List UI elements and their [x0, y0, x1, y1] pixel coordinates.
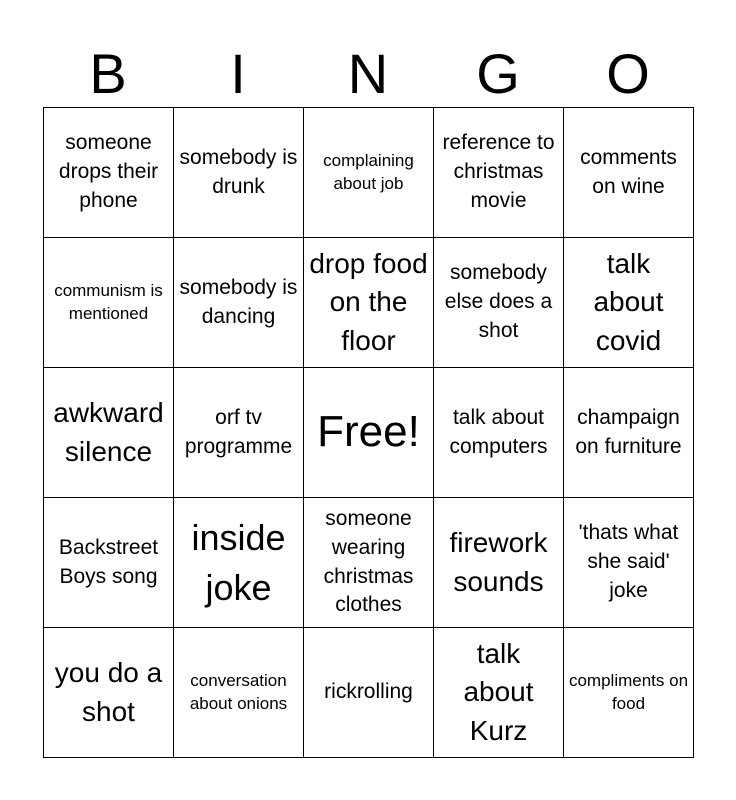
bingo-cell[interactable]: talk about computers [434, 368, 564, 498]
bingo-card-grid [43, 107, 694, 758]
bingo-cell[interactable]: complaining about job [304, 108, 434, 238]
header-letter-g: G [476, 42, 520, 105]
bingo-cell[interactable]: 'thats what she said' joke [564, 498, 694, 628]
bingo-cell[interactable]: somebody is drunk [174, 108, 304, 238]
bingo-row [44, 108, 694, 238]
bingo-cell[interactable]: talk about covid [564, 238, 694, 368]
bingo-row [44, 498, 694, 628]
bingo-header [43, 40, 693, 108]
bingo-cell[interactable]: comments on wine [564, 108, 694, 238]
bingo-cell[interactable]: conversation about onions [174, 628, 304, 758]
bingo-cell[interactable]: Backstreet Boys song [44, 498, 174, 628]
bingo-row [44, 368, 694, 498]
bingo-row [44, 628, 694, 758]
bingo-cell[interactable]: champaign on furniture [564, 368, 694, 498]
bingo-cell[interactable]: awkward silence [44, 368, 174, 498]
bingo-cell[interactable]: reference to christmas movie [434, 108, 564, 238]
free-space-cell[interactable]: Free! [304, 368, 434, 498]
bingo-cell[interactable]: rickrolling [304, 628, 434, 758]
bingo-cell[interactable]: compliments on food [564, 628, 694, 758]
bingo-cell[interactable]: inside joke [174, 498, 304, 628]
bingo-cell[interactable]: you do a shot [44, 628, 174, 758]
bingo-cell[interactable]: someone wearing christmas clothes [304, 498, 434, 628]
bingo-cell[interactable]: somebody else does a shot [434, 238, 564, 368]
bingo-cell[interactable]: communism is mentioned [44, 238, 174, 368]
header-letter-i: I [230, 42, 246, 105]
bingo-cell[interactable]: drop food on the floor [304, 238, 434, 368]
bingo-cell[interactable]: somebody is dancing [174, 238, 304, 368]
bingo-cell[interactable]: orf tv programme [174, 368, 304, 498]
header-letter-n: N [347, 42, 389, 105]
header-letter-b: B [89, 42, 127, 105]
header-letter-o: O [606, 42, 650, 105]
bingo-cell[interactable]: firework sounds [434, 498, 564, 628]
bingo-row [44, 238, 694, 368]
bingo-cell[interactable]: talk about Kurz [434, 628, 564, 758]
bingo-cell[interactable]: someone drops their phone [44, 108, 174, 238]
